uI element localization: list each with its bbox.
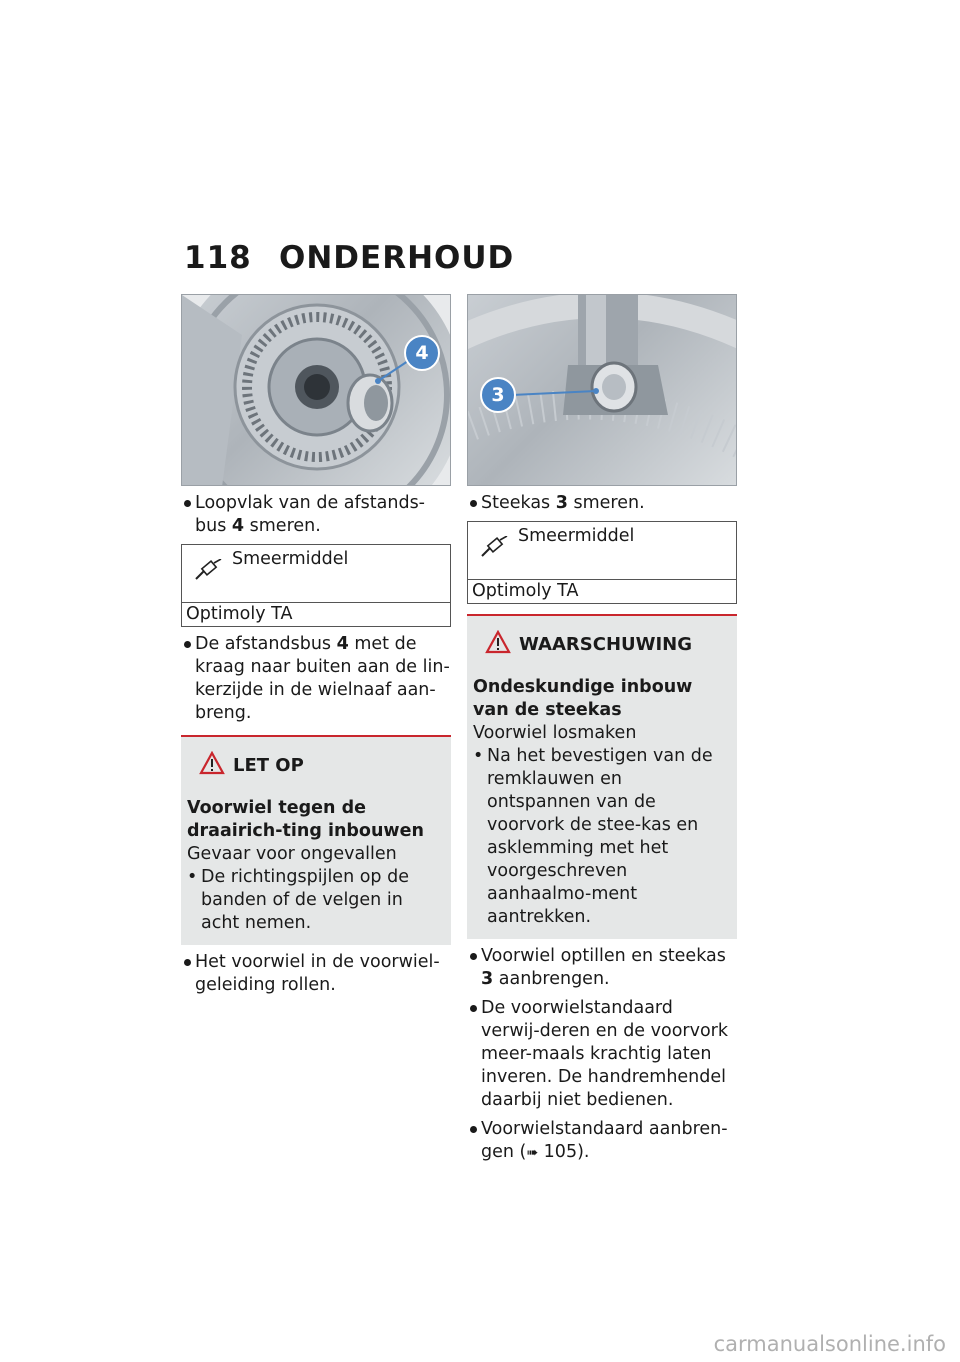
lubricant-value-2: Optimoly TA: [472, 581, 579, 601]
grease-gun-icon: [480, 536, 510, 558]
caution-title: LET OP: [187, 751, 445, 785]
page-title: ONDERHOUD: [279, 240, 515, 276]
caution-box: [181, 735, 451, 945]
step-remove-stand: De voorwielstandaard verwij-deren en de voorvork meer-maals krachtig laten inveren. De handremhendel daarbij niet bedienen.: [467, 997, 737, 1112]
step-install-spacer: De afstandsbus 4 met de kraag naar buiten aan de lin-kerzijde in de wielnaaf aan-breng.: [181, 633, 451, 725]
step-insert-axle: Voorwiel optillen en steekas 3 aanbrengen.: [467, 945, 737, 991]
caution-item: • De richtingspijlen op de banden of de velgen in acht nemen.: [187, 866, 445, 935]
right-column: [467, 294, 737, 1165]
warning-box: [467, 614, 737, 939]
lubricant-value: Optimoly TA: [186, 604, 293, 624]
page-ref-arrow-icon: ➠: [526, 1145, 539, 1161]
caution-subtitle: Voorwiel tegen de draairich-ting inbouwen: [187, 798, 424, 841]
warning-hazard: Voorwiel losmaken: [473, 723, 637, 743]
page-header: [184, 240, 514, 276]
lubricant-label: Smeermiddel: [232, 549, 349, 569]
warning-subtitle: Ondeskundige inbouw van de steekas: [473, 677, 693, 720]
step-lubricate-spacer: Loopvlak van de afstands-bus 4 smeren.: [181, 492, 451, 538]
step-roll-wheel: Het voorwiel in de voorwiel-geleiding rollen.: [181, 951, 451, 997]
front-axle-figure: [467, 294, 737, 486]
warning-item: • Na het bevestigen van de remklauwen en ontspannen van de voorvork de stee-kas en asklemming met het voorgeschreven aanhaalmo-ment aantrekken.: [473, 745, 731, 929]
step-mount-stand: Voorwielstandaard aanbren-gen (➠ 105).: [467, 1118, 737, 1165]
lubricant-label-2: Smeermiddel: [518, 526, 635, 546]
step-lubricate-axle: Steekas 3 smeren.: [467, 492, 737, 515]
page-ref[interactable]: 105: [543, 1142, 578, 1162]
warning-triangle-icon: [485, 630, 511, 654]
warning-title: WAARSCHUWING: [473, 630, 731, 664]
lubricant-table: [181, 544, 451, 627]
lubricant-table-2: [467, 521, 737, 604]
hub-illustration: [182, 295, 451, 486]
callout-3: 3: [480, 377, 516, 413]
wheel-hub-figure: [181, 294, 451, 486]
warning-triangle-icon: [199, 751, 225, 775]
left-column: [181, 294, 451, 997]
caution-hazard: Gevaar voor ongevallen: [187, 844, 397, 864]
page-number: 118: [184, 240, 252, 276]
watermark: carmanualsonline.info: [713, 1332, 946, 1356]
grease-gun-icon: [194, 559, 224, 581]
callout-4: 4: [404, 335, 440, 371]
